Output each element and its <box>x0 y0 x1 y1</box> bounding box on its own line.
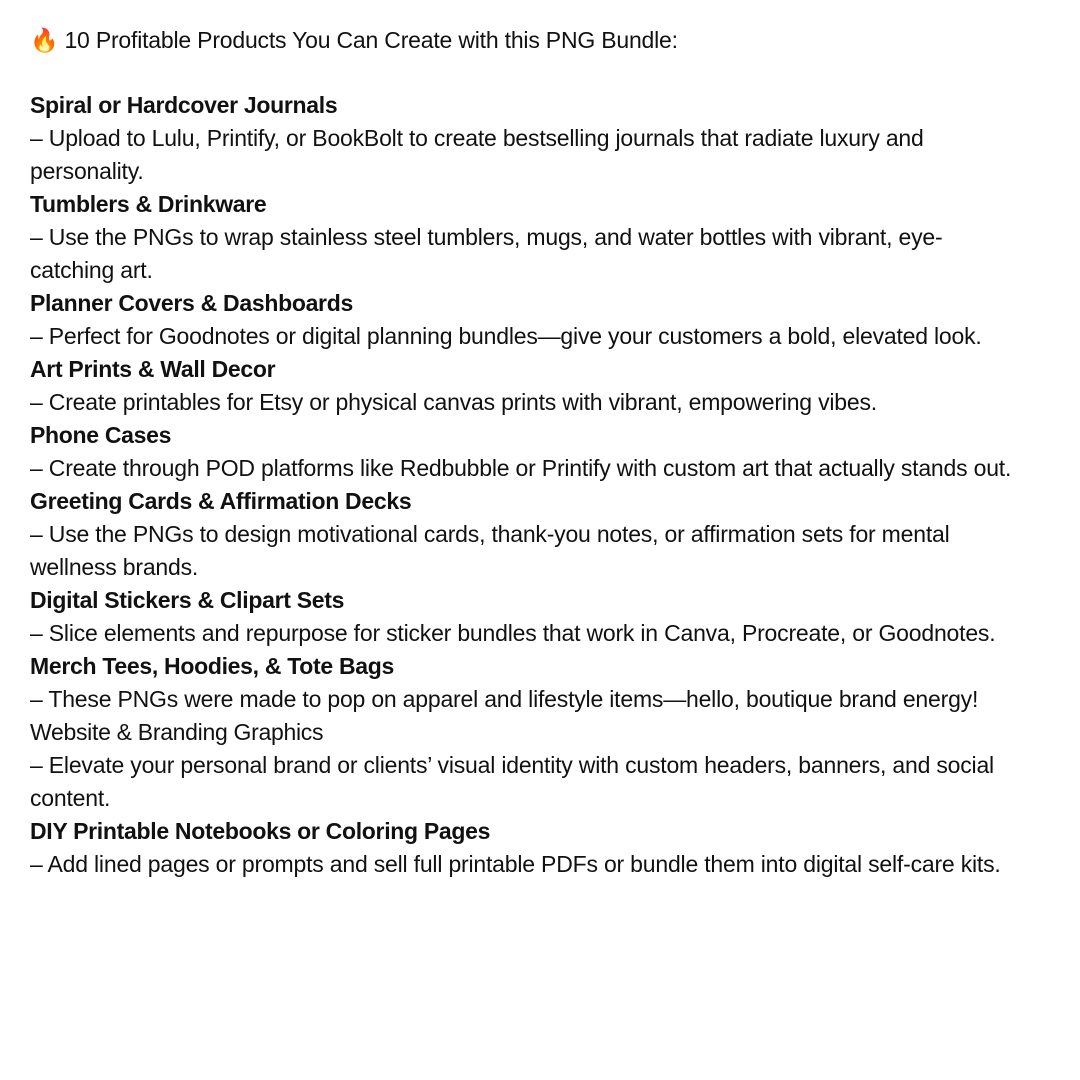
list-item <box>30 650 1020 716</box>
item-description: – Add lined pages or prompts and sell full printable PDFs or bundle them into digital self-care kits. <box>30 851 1001 877</box>
list-item <box>30 716 1020 815</box>
document-page <box>30 24 1020 881</box>
list-item <box>30 188 1020 287</box>
item-description: – Use the PNGs to design motivational cards, thank-you notes, or affirmation sets for mental wellness brands. <box>30 521 950 580</box>
list-item <box>30 419 1020 485</box>
list-item <box>30 89 1020 188</box>
item-description: – Create printables for Etsy or physical canvas prints with vibrant, empowering vibes. <box>30 389 877 415</box>
item-title: Spiral or Hardcover Journals <box>30 92 338 118</box>
item-title: Greeting Cards & Affirmation Decks <box>30 488 412 514</box>
item-title: Tumblers & Drinkware <box>30 191 267 217</box>
item-title: Digital Stickers & Clipart Sets <box>30 587 345 613</box>
item-title: Website & Branding Graphics <box>30 719 324 745</box>
list-item <box>30 485 1020 584</box>
item-description: – Use the PNGs to wrap stainless steel tumblers, mugs, and water bottles with vibrant, eye-catching art. <box>30 224 943 283</box>
item-title: Phone Cases <box>30 422 172 448</box>
item-title: Art Prints & Wall Decor <box>30 356 276 382</box>
item-title: Planner Covers & Dashboards <box>30 290 353 316</box>
item-title: Merch Tees, Hoodies, & Tote Bags <box>30 653 395 679</box>
item-title: DIY Printable Notebooks or Coloring Pages <box>30 818 491 844</box>
item-description: – Create through POD platforms like Redbubble or Printify with custom art that actually stands out. <box>30 455 1012 481</box>
item-description: – Perfect for Goodnotes or digital planning bundles—give your customers a bold, elevated look. <box>30 323 982 349</box>
item-description: – Slice elements and repurpose for sticker bundles that work in Canva, Procreate, or Goodnotes. <box>30 620 996 646</box>
item-description: – Elevate your personal brand or clients’ visual identity with custom headers, banners, and social content. <box>30 752 994 811</box>
product-list <box>30 89 1020 881</box>
intro-line <box>30 24 1020 57</box>
fire-icon: 🔥 <box>30 27 59 53</box>
intro-text: 10 Profitable Products You Can Create with this PNG Bundle: <box>64 27 678 53</box>
list-item <box>30 815 1020 881</box>
list-item <box>30 584 1020 650</box>
item-description: – Upload to Lulu, Printify, or BookBolt to create bestselling journals that radiate luxury and personality. <box>30 125 924 184</box>
list-item <box>30 287 1020 353</box>
list-item <box>30 353 1020 419</box>
item-description: – These PNGs were made to pop on apparel and lifestyle items—hello, boutique brand energy! <box>30 686 979 712</box>
